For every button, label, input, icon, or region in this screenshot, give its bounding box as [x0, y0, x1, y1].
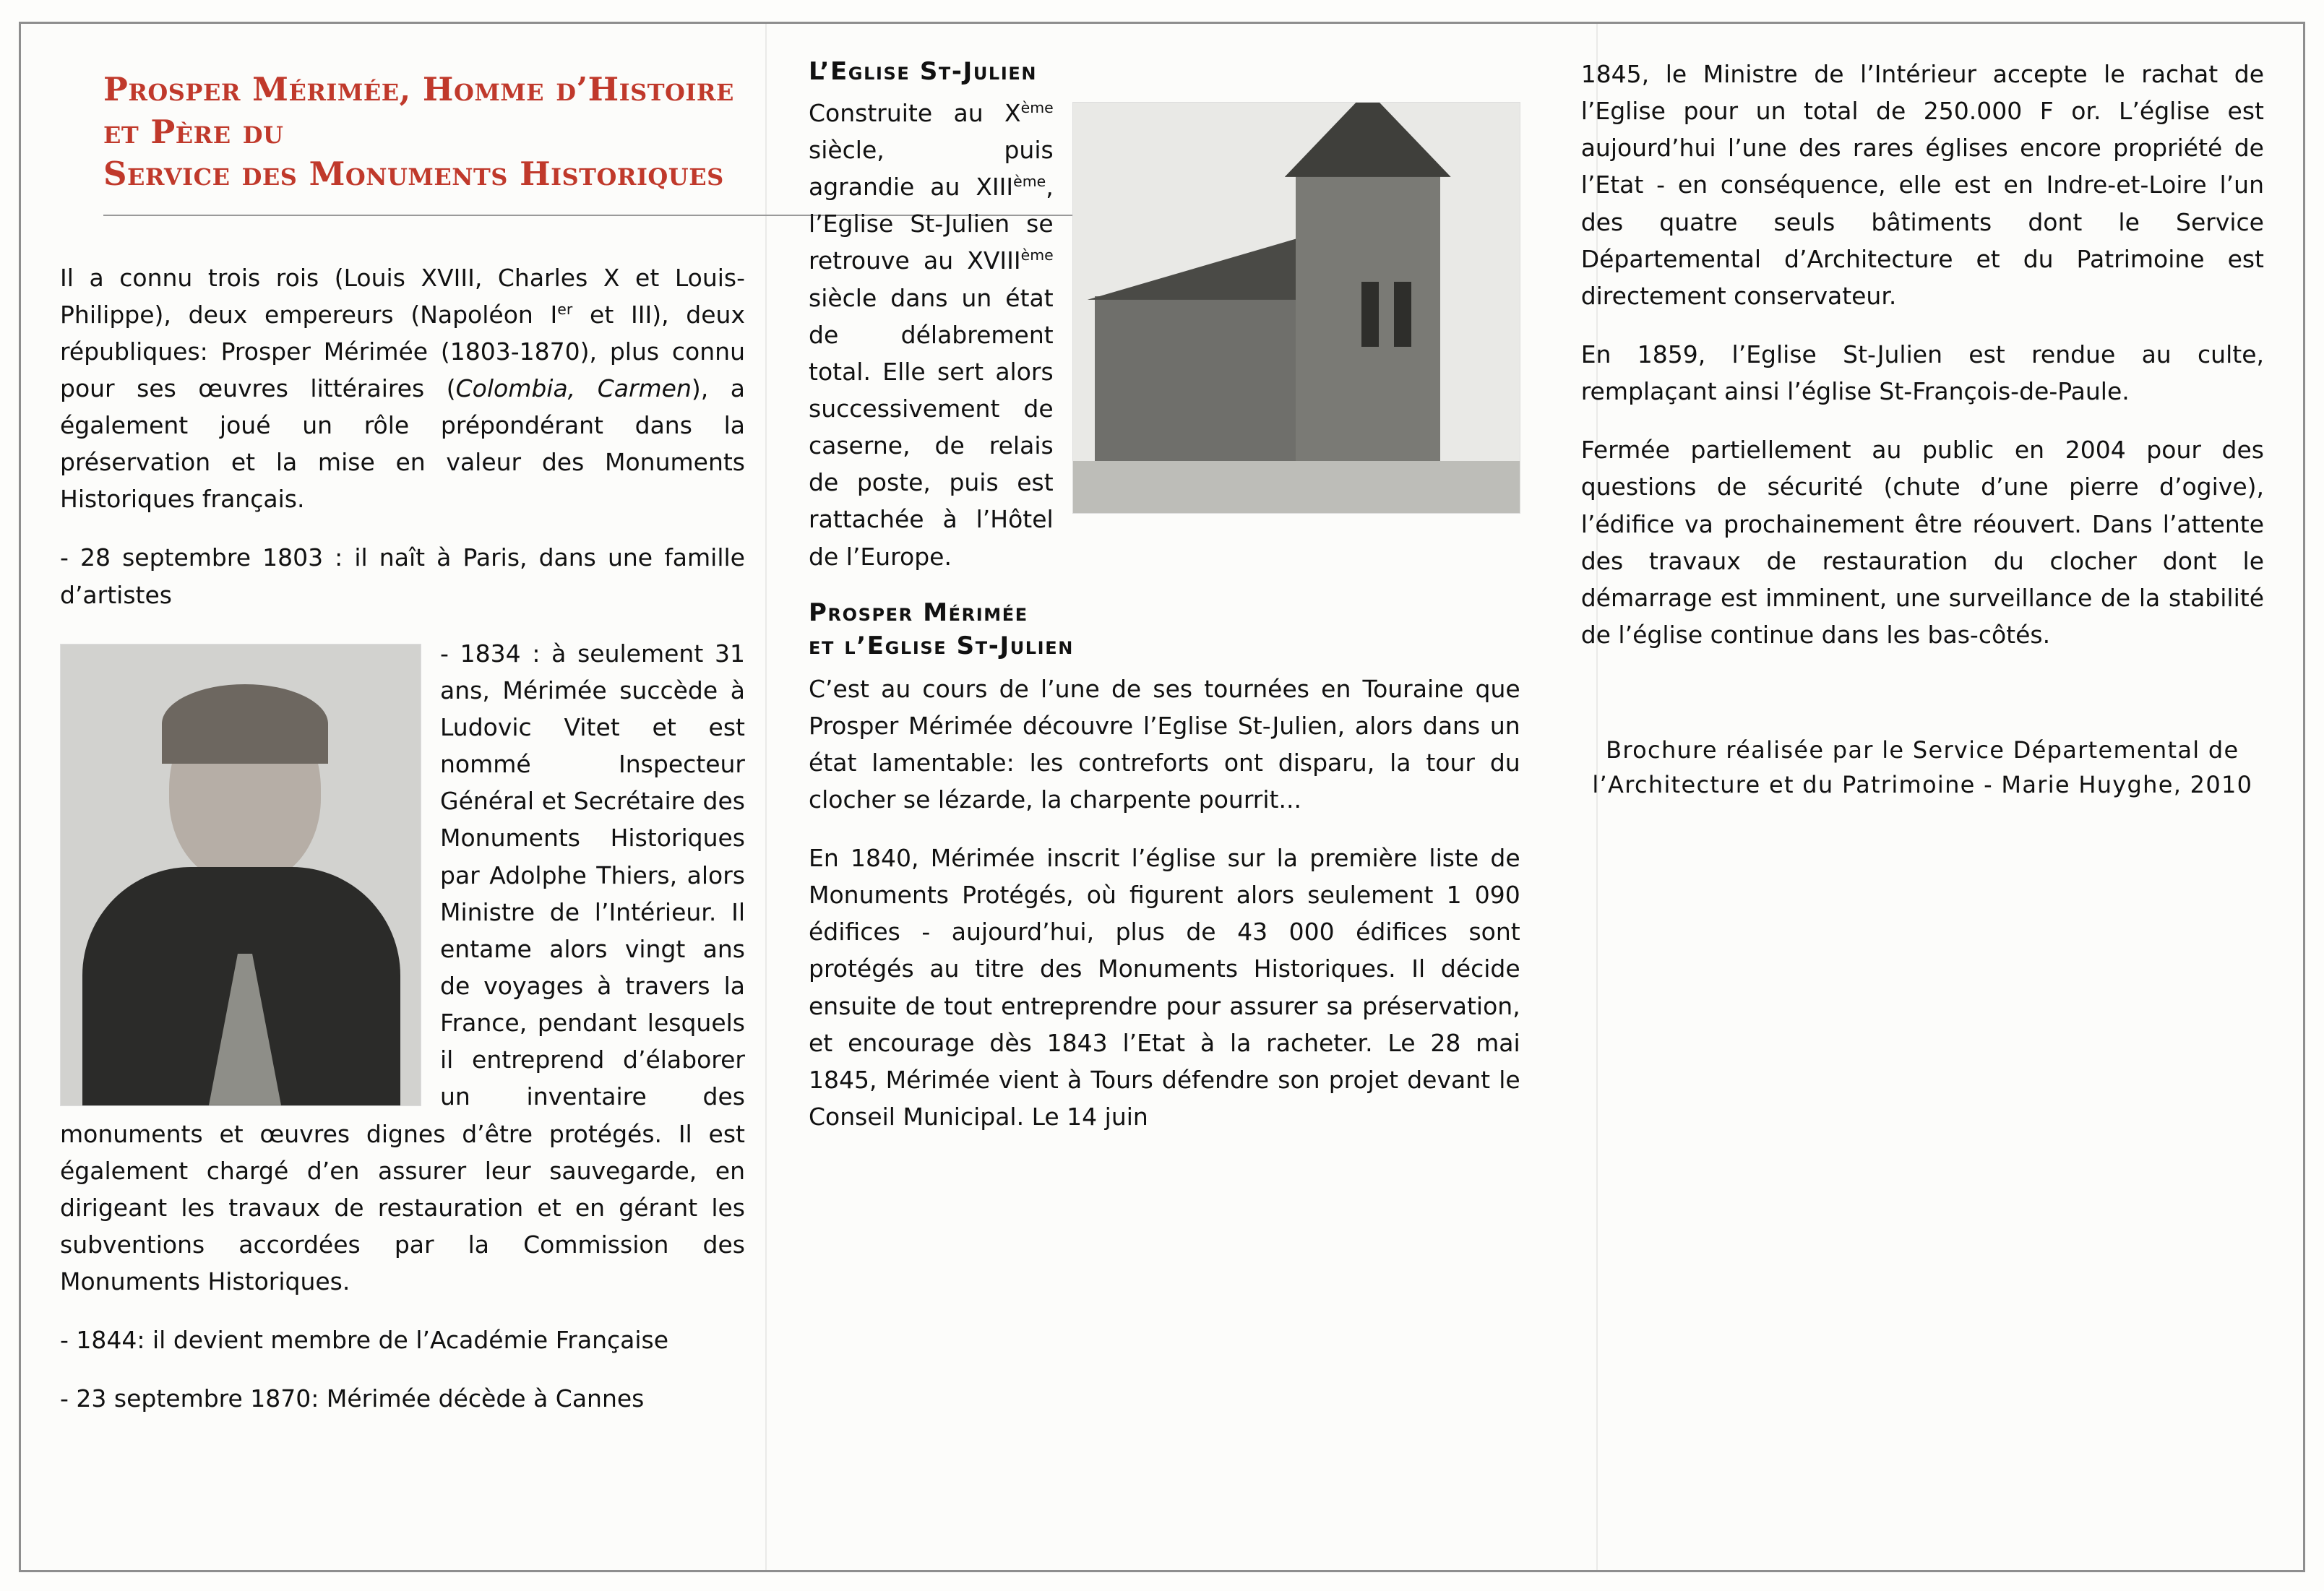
title-line-1: Prosper Mérimée, Homme d’Histoire et Père du: [103, 70, 734, 151]
right-column: [1552, 56, 2264, 1556]
intro-works-italic: Colombia, Carmen: [455, 374, 692, 402]
church-text-b: siècle, puis agrandie au XIII: [809, 136, 1054, 202]
church-superscript-3: ème: [1020, 246, 1054, 264]
paragraph-1803: - 28 septembre 1803 : il naît à Paris, dans une famille d’artistes: [60, 543, 745, 609]
church-photograph-image: [1072, 102, 1520, 514]
heading-merimee-line-1: Prosper Mérimée: [809, 598, 1028, 627]
paragraph-1844: - 1844: il devient membre de l’Académie Française: [60, 1326, 669, 1355]
heading-merimee-line-2: et l’Eglise St-Julien: [809, 631, 1074, 660]
paragraph-intro: [60, 259, 745, 518]
church-text-c: , l’Eglise St-Julien se retrouve au XVIII: [809, 173, 1054, 275]
intro-text-b: et III), deux républiques: Prosper Mérimée (1803-1870), plus connu pour ses œuvres littéraires (: [60, 300, 745, 402]
title-line-2: Service des Monuments Historiques: [103, 155, 724, 193]
paragraph-right-2: En 1859, l’Eglise St-Julien est rendue au culte, remplaçant ainsi l’église St-François-de-Paule.: [1580, 340, 2264, 406]
intro-text-c: ), a également joué un rôle prépondérant dans la préservation et la mise en valeur des Monuments Historiques français.: [60, 374, 745, 514]
paragraph-merimee-discovery: C’est au cours de l’une de ses tournées en Touraine que Prosper Mérimée découvre l’Eglise St-Julien, alors dans un état lamentable: les contreforts ont disparu, la tour du clocher se lézarde, la charpente pourrit...: [809, 674, 1520, 814]
paragraph-right-3: Fermée partiellement au public en 2004 pour des questions de sécurité (chute d’une pierre d’ogive), l’édifice va prochainement être réouvert. Dans l’attente des travaux de restauration du clocher dont le démarrage est imminent, une surveillance de la stabilité de l’église continue dans les bas-côtés.: [1580, 436, 2264, 649]
heading-eglise-st-julien: L’Eglise St-Julien: [809, 57, 1038, 86]
church-text-d: siècle dans un état de délabrement total. Elle sert alors successivement de caserne, de relais de poste, puis est rattachée à l’Hôtel de l’Europe.: [809, 283, 1054, 571]
middle-column: [783, 56, 1552, 1556]
page-title: [103, 69, 745, 196]
paragraph-1870: - 23 septembre 1870: Mérimée décède à Cannes: [60, 1384, 645, 1413]
heading-merimee-and-church: [809, 597, 1520, 663]
columns-container: [21, 24, 2303, 1570]
brochure-sheet: [19, 22, 2305, 1572]
church-superscript-1: ème: [1020, 98, 1054, 116]
intro-text-a: Il a connu trois rois (Louis XVIII, Charles X et Louis-Philippe), deux empereurs (Napoléon I: [60, 263, 745, 329]
left-column: [60, 56, 783, 1556]
church-superscript-2: ème: [1013, 173, 1046, 191]
paragraph-right-1: 1845, le Ministre de l’Intérieur accepte le rachat de l’Eglise pour un total de 250.000 F or. L’église est aujourd’hui l’une des rares églises encore propriété de l’Etat - en conséquence, elle est en Indre-et-Loire l’un des quatre seuls bâtiments dont le Service Départemental d’Architecture et du Patrimoine est directement conservateur.: [1580, 60, 2264, 310]
church-text-a: Construite au X: [809, 98, 1021, 127]
brochure-credit: Brochure réalisée par le Service Départemental de l’Architecture et du Patrimoine - Marie Huyghe, 2010: [1592, 736, 2253, 799]
prosper-merimee-portrait-image: [60, 644, 421, 1106]
intro-superscript-er: er: [557, 300, 573, 318]
paragraph-merimee-1840: En 1840, Mérimée inscrit l’église sur la première liste de Monuments Protégés, où figurent alors seulement 1 090 édifices - aujourd’hui, plus de 43 000 édifices sont protégés au titre des Monuments Historiques. Il décide ensuite de tout entreprendre pour assurer sa préservation, et encourage dès 1843 l’Etat à la racheter. Le 28 mai 1845, Mérimée vient à Tours défendre son projet devant le Conseil Municipal. Le 14 juin: [809, 844, 1520, 1131]
paragraph-1834: - 1834 : à seulement 31 ans, Mérimée succède à Ludovic Vitet et est nommé Inspecteur Général et Secrétaire des Monuments Historiques par Adolphe Thiers, alors Ministre de l’Intérieur. Il entame alors vingt ans de voyages à travers la France, pendant lesquels il entreprend d’élaborer un inventaire des monuments et œuvres dignes d’être protégés. Il est également chargé d’en assurer leur sauvegarde, en dirigeant les travaux de restauration et en gérant les subventions accordées par la Commission des Monuments Historiques.: [60, 639, 745, 1296]
